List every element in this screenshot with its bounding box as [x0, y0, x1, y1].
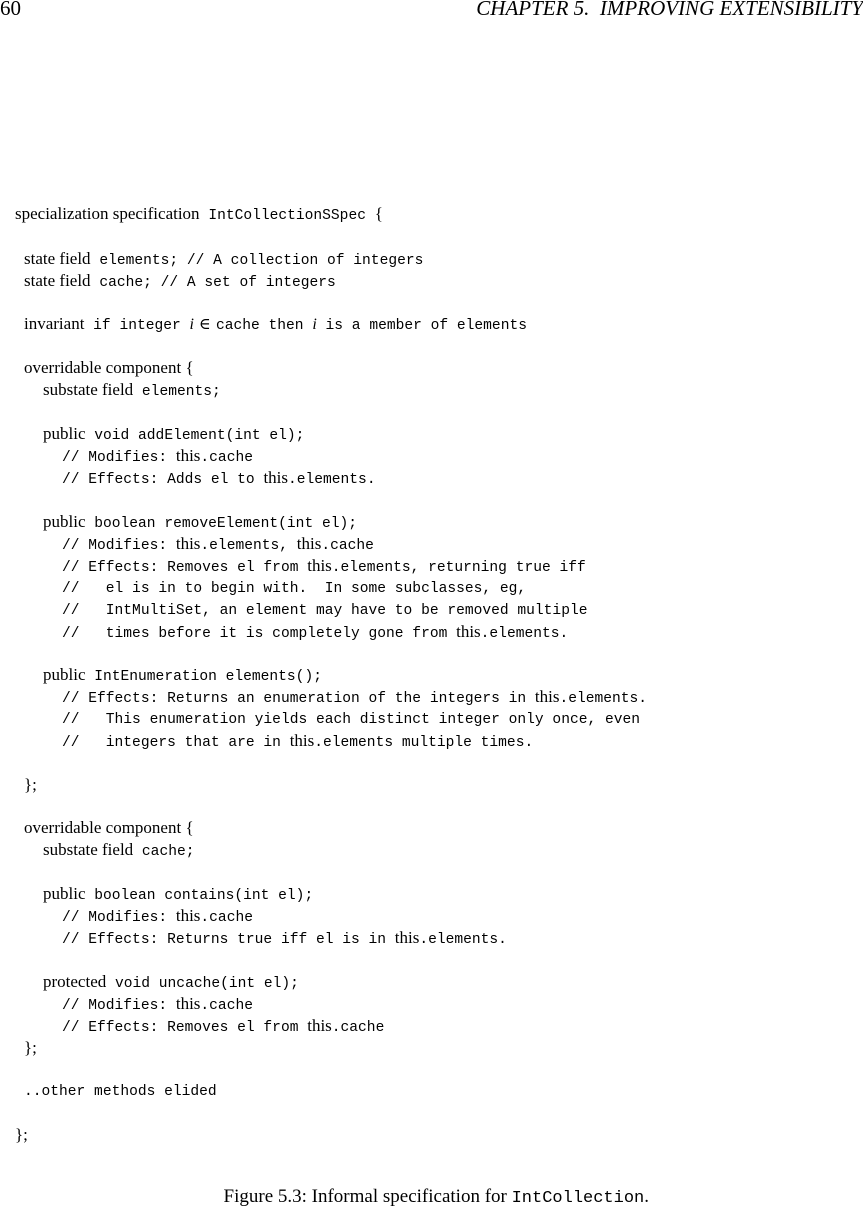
code-text: elements;	[133, 384, 221, 400]
code-line	[28, 952, 299, 992]
code-text: IntCollectionSSpec	[199, 208, 375, 224]
keyword: this	[175, 534, 201, 553]
code-line	[47, 689, 641, 728]
keyword: this	[175, 906, 201, 925]
code-text: boolean contains(int el);	[85, 888, 314, 904]
keyword: this	[394, 928, 420, 947]
code-line	[9, 1061, 217, 1100]
keyword: this	[456, 622, 481, 641]
keyword: protected	[43, 972, 107, 991]
code-line	[0, 1105, 28, 1144]
keyword: this	[296, 534, 322, 553]
code-line	[47, 514, 374, 554]
code-line	[47, 558, 527, 597]
code-line	[9, 755, 37, 794]
comment-text: .cache	[200, 998, 253, 1014]
keyword: invariant	[24, 314, 85, 333]
keyword: public	[43, 512, 86, 531]
keyword: substate field	[43, 840, 134, 859]
code-line	[47, 602, 569, 642]
code-line	[28, 360, 221, 400]
code-line	[47, 580, 588, 619]
comment-text: // times before it is completely gone from	[62, 626, 457, 642]
brace: {	[374, 204, 383, 223]
code-line	[28, 645, 322, 685]
code-line	[9, 251, 336, 291]
code-text: cache;	[133, 844, 195, 860]
keyword: this	[307, 1016, 332, 1035]
comment-text: .cache	[321, 538, 374, 554]
comment-text: // IntMultiSet, an element may have to be removed multiple	[62, 603, 588, 619]
math-symbol: ∈	[193, 314, 216, 333]
comment-text: .elements,	[200, 538, 297, 554]
code-line	[47, 996, 385, 1036]
caption-period: .	[644, 1186, 649, 1207]
keyword: this	[263, 468, 288, 487]
code-line	[9, 798, 194, 837]
code-text: ..other methods elided	[24, 1084, 217, 1100]
comment-text: // Modifies:	[62, 910, 176, 926]
code-line	[28, 404, 305, 444]
code-text: cache then	[215, 318, 313, 334]
keyword: this	[534, 687, 560, 706]
comment-text: .cache	[200, 450, 253, 466]
code-text: void uncache(int el);	[106, 976, 299, 992]
keyword: public	[43, 665, 86, 684]
keyword: state field	[24, 249, 91, 268]
code-line	[9, 338, 194, 377]
code-text: elements; // A collection of integers	[90, 253, 424, 269]
comment-text: .cache	[331, 1020, 385, 1036]
keyword: this	[289, 731, 315, 750]
code-line	[47, 667, 648, 707]
keyword: substate field	[43, 380, 134, 399]
keyword: this	[175, 446, 201, 465]
comment-text: .elements multiple times.	[314, 735, 534, 751]
keyword: this	[175, 994, 201, 1013]
closing-brace: };	[24, 1038, 37, 1057]
comment-text: .elements.	[559, 691, 648, 707]
code-text: boolean removeElement(int el);	[85, 516, 357, 532]
comment-text: .elements.	[480, 626, 569, 642]
comment-text: .cache	[200, 910, 253, 926]
running-chapter-title: CHAPTER 5. IMPROVING EXTENSIBILITY	[476, 0, 863, 20]
keyword: public	[43, 424, 86, 443]
code-line	[9, 1018, 37, 1057]
keyword: overridable component	[24, 358, 182, 377]
brace: {	[181, 818, 194, 837]
page-number: 60	[0, 0, 21, 20]
code-line	[9, 294, 527, 334]
closing-brace: };	[15, 1125, 28, 1144]
code-text: is a member of elements	[316, 318, 527, 334]
code-line	[47, 974, 253, 1014]
code-line	[47, 536, 586, 576]
code-text: IntEnumeration elements();	[85, 669, 322, 685]
comment-text: // Effects: Returns an enumeration of the integers in	[62, 691, 535, 707]
code-line	[28, 820, 195, 860]
caption-text: Figure 5.3: Informal specification for	[223, 1186, 512, 1207]
comment-text: .elements.	[288, 472, 376, 488]
code-line	[28, 492, 357, 532]
comment-text: // Effects: Adds el to	[62, 472, 264, 488]
closing-brace: };	[24, 775, 37, 794]
code-text: if integer	[84, 318, 190, 334]
comment-text: // el is in to begin with. In some subclasses, eg,	[62, 581, 527, 597]
code-line	[9, 229, 424, 269]
math-variable: i	[189, 316, 194, 333]
code-line	[47, 711, 534, 751]
keyword: state field	[24, 271, 91, 290]
keyword: this	[307, 556, 332, 575]
code-line	[47, 426, 253, 466]
comment-text: .elements, returning true iff	[331, 560, 586, 576]
code-line	[47, 886, 253, 926]
comment-text: // integers that are in	[62, 735, 290, 751]
comment-text: // Effects: Removes el from	[62, 1020, 308, 1036]
code-line	[28, 864, 314, 904]
keyword: overridable component	[24, 818, 182, 837]
comment-text: // This enumeration yields each distinct integer only once, even	[62, 712, 641, 728]
code-text: cache; // A set of integers	[90, 275, 336, 291]
keyword: public	[43, 884, 86, 903]
comment-text: // Effects: Removes el from	[62, 560, 308, 576]
comment-text: .elements.	[419, 932, 507, 948]
code-line	[47, 448, 376, 488]
comment-text: // Effects: Returns true iff el is in	[62, 932, 395, 948]
comment-text: // Modifies:	[62, 538, 176, 554]
code-line	[0, 184, 383, 224]
math-variable: i	[312, 316, 317, 333]
comment-text: // Modifies:	[62, 450, 176, 466]
comment-text: // Modifies:	[62, 998, 176, 1014]
caption-code: IntCollection	[511, 1189, 645, 1208]
code-line	[47, 908, 507, 948]
code-text: void addElement(int el);	[85, 428, 305, 444]
figure-caption	[0, 1164, 863, 1208]
brace: {	[181, 358, 194, 377]
keyword: specialization specification	[15, 204, 200, 223]
